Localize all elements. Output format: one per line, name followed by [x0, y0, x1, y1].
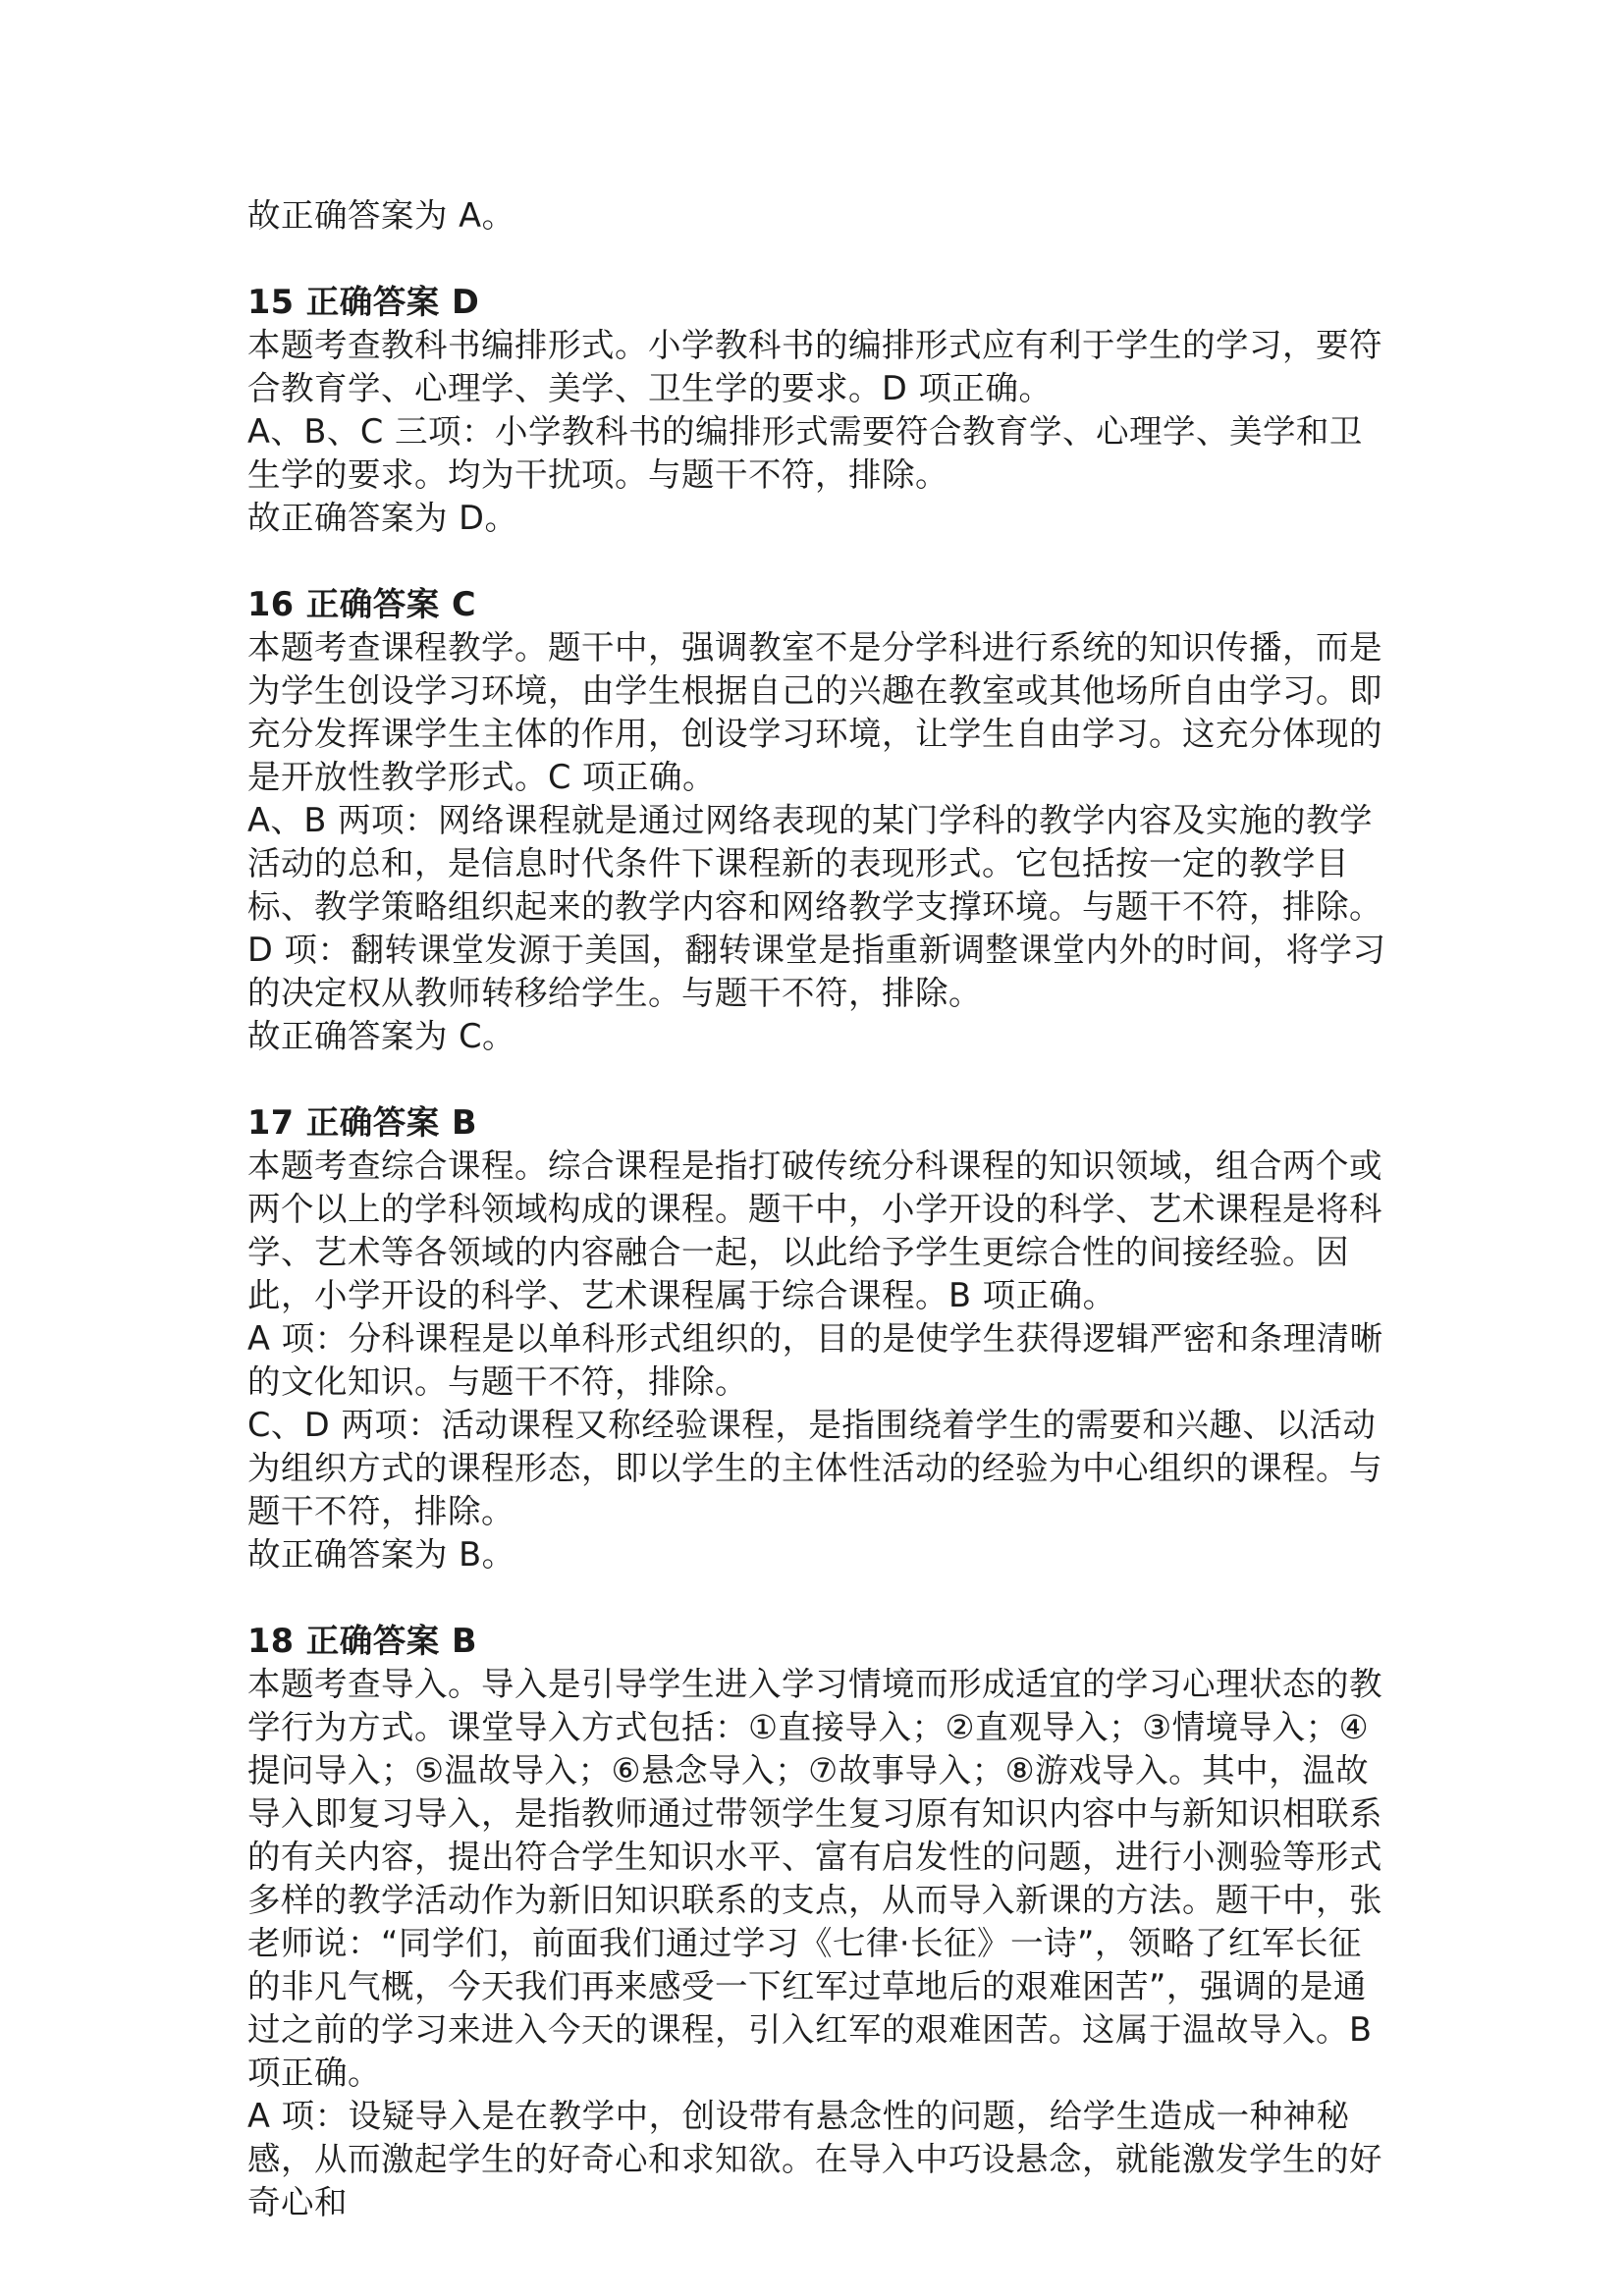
section-gap [247, 1576, 1386, 1620]
q16-conclusion: 故正确答案为 C。 [247, 1017, 516, 1055]
q15-paragraph-2: A、B、C 三项：小学教科书的编排形式需要符合教育学、心理学、美学和卫生学的要求。均为干扰项。与题干不符，排除。 [247, 412, 1363, 494]
q17-paragraph-1: 本题考查综合课程。综合课程是指打破传统分科课程的知识领域，组合两个或两个以上的学科领域构成的课程。题干中，小学开设的科学、艺术课程是将科学、艺术等各领域的内容融合一起，以此给予学生更综合性的间接经验。因此，小学开设的科学、艺术课程属于综合课程。B 项正确。 [247, 1147, 1382, 1314]
q15-conclusion: 故正确答案为 D。 [247, 499, 518, 537]
q17-heading: 17 正确答案 B [247, 1103, 477, 1142]
document-body [247, 194, 1386, 2224]
q16-paragraph-1: 本题考查课程教学。题干中，强调教室不是分学科进行系统的知识传播，而是为学生创设学习环境，由学生根据自己的兴趣在教室或其他场所自由学习。即充分发挥课学生主体的作用，创设学习环境，让学生自由学习。这充分体现的是开放性教学形式。C 项正确。 [247, 628, 1382, 796]
q16-paragraph-2: A、B 两项：网络课程就是通过网络表现的某门学科的教学内容及实施的教学活动的总和，是信息时代条件下课程新的表现形式。它包括按一定的教学目标、教学策略组织起来的教学内容和网络教学支撑环境。与题干不符，排除。 [247, 801, 1382, 926]
q16-heading: 16 正确答案 C [247, 585, 477, 623]
q15-paragraph-1: 本题考查教科书编排形式。小学教科书的编排形式应有利于学生的学习，要符合教育学、心理学、美学、卫生学的要求。D 项正确。 [247, 326, 1382, 407]
q18-heading: 18 正确答案 B [247, 1622, 477, 1660]
q16-paragraph-3: D 项：翻转课堂发源于美国，翻转课堂是指重新调整课堂内外的时间，将学习的决定权从教师转移给学生。与题干不符，排除。 [247, 931, 1386, 1012]
q17-paragraph-2: A 项：分科课程是以单科形式组织的，目的是使学生获得逻辑严密和条理清晰的文化知识。与题干不符，排除。 [247, 1319, 1383, 1401]
section-gap [247, 540, 1386, 583]
section-gap [247, 238, 1386, 281]
intro-conclusion: 故正确答案为 A。 [247, 196, 515, 235]
q15-heading: 15 正确答案 D [247, 283, 480, 321]
q17-conclusion: 故正确答案为 B。 [247, 1535, 515, 1574]
q18-paragraph-1: 本题考查导入。导入是引导学生进入学习情境而形成适宜的学习心理状态的教学行为方式。课堂导入方式包括：①直接导入；②直观导入；③情境导入；④提问导入；⑤温故导入；⑥悬念导入；⑦故事导入；⑧游戏导入。其中，温故导入即复习导入，是指教师通过带领学生复习原有知识内容中与新知识相联系的有关内容，提出符合学生知识水平、富有启发性的问题，进行小测验等形式多样的教学活动作为新旧知识联系的支点，从而导入新课的方法。题干中，张老师说：“同学们，前面我们通过学习《七律·长征》一诗”，领略了红军长征的非凡气概，今天我们再来感受一下红军过草地后的艰难困苦”，强调的是通过之前的学习来进入今天的课程，引入红军的艰难困苦。这属于温故导入。B 项正确。 [247, 1665, 1382, 2092]
q18-paragraph-2: A 项：设疑导入是在教学中，创设带有悬念性的问题，给学生造成一种神秘感，从而激起学生的好奇心和求知欲。在导入中巧设悬念，就能激发学生的好奇心和 [247, 2097, 1382, 2221]
q17-paragraph-3: C、D 两项：活动课程又称经验课程，是指围绕着学生的需要和兴趣、以活动为组织方式的课程形态，即以学生的主体性活动的经验为中心组织的课程。与题干不符，排除。 [247, 1406, 1382, 1530]
section-gap [247, 1058, 1386, 1101]
